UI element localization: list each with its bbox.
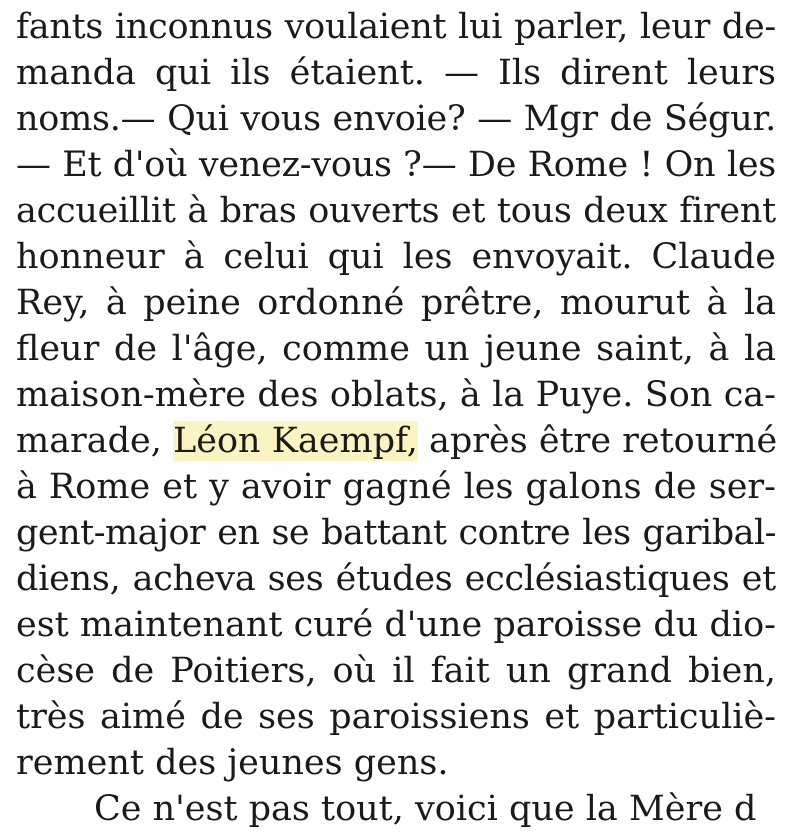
text-line: cèse de Poitiers, où il fait un grand bien,: [16, 651, 776, 691]
article-text: [16, 4, 776, 832]
paragraph-end-line: rement des jeunes gens.: [16, 743, 449, 783]
text-line: très aimé de ses paroissiens et particuliè-: [16, 697, 776, 737]
text-line: diens, acheva ses études ecclésiastiques et: [16, 559, 776, 599]
text-line: honneur à celui qui les envoyait. Claude: [16, 237, 776, 277]
text-before-highlight: marade,: [16, 421, 174, 461]
cut-off-line: Ce n'est pas tout, voici que la Mère d: [94, 789, 757, 829]
text-after-highlight: après être retourné: [417, 421, 778, 461]
text-line-highlighted: [16, 418, 776, 464]
text-line: gent-major en se battant contre les garibal-: [16, 513, 776, 553]
search-highlight[interactable]: Léon Kaempf,: [173, 421, 418, 461]
text-line: manda qui ils étaient. — Ils dirent leurs: [16, 53, 776, 93]
text-line: fleur de l'âge, comme un jeune saint, à la: [16, 329, 776, 369]
text-line: — Et d'où venez-vous ?— De Rome ! On les: [16, 145, 776, 185]
text-line: fants inconnus voulaient lui parler, leur de-: [16, 7, 776, 47]
text-line: noms.— Qui vous envoie? — Mgr de Ségur.: [16, 99, 776, 139]
text-line: est maintenant curé d'une paroisse du dio-: [16, 605, 776, 645]
text-line: à Rome et y avoir gagné les galons de ser-: [16, 467, 776, 507]
text-line: Rey, à peine ordonné prêtre, mourut à la: [16, 283, 776, 323]
text-line: accueillit à bras ouverts et tous deux firent: [16, 191, 776, 231]
text-line: maison-mère des oblats, à la Puye. Son ca-: [16, 375, 776, 415]
